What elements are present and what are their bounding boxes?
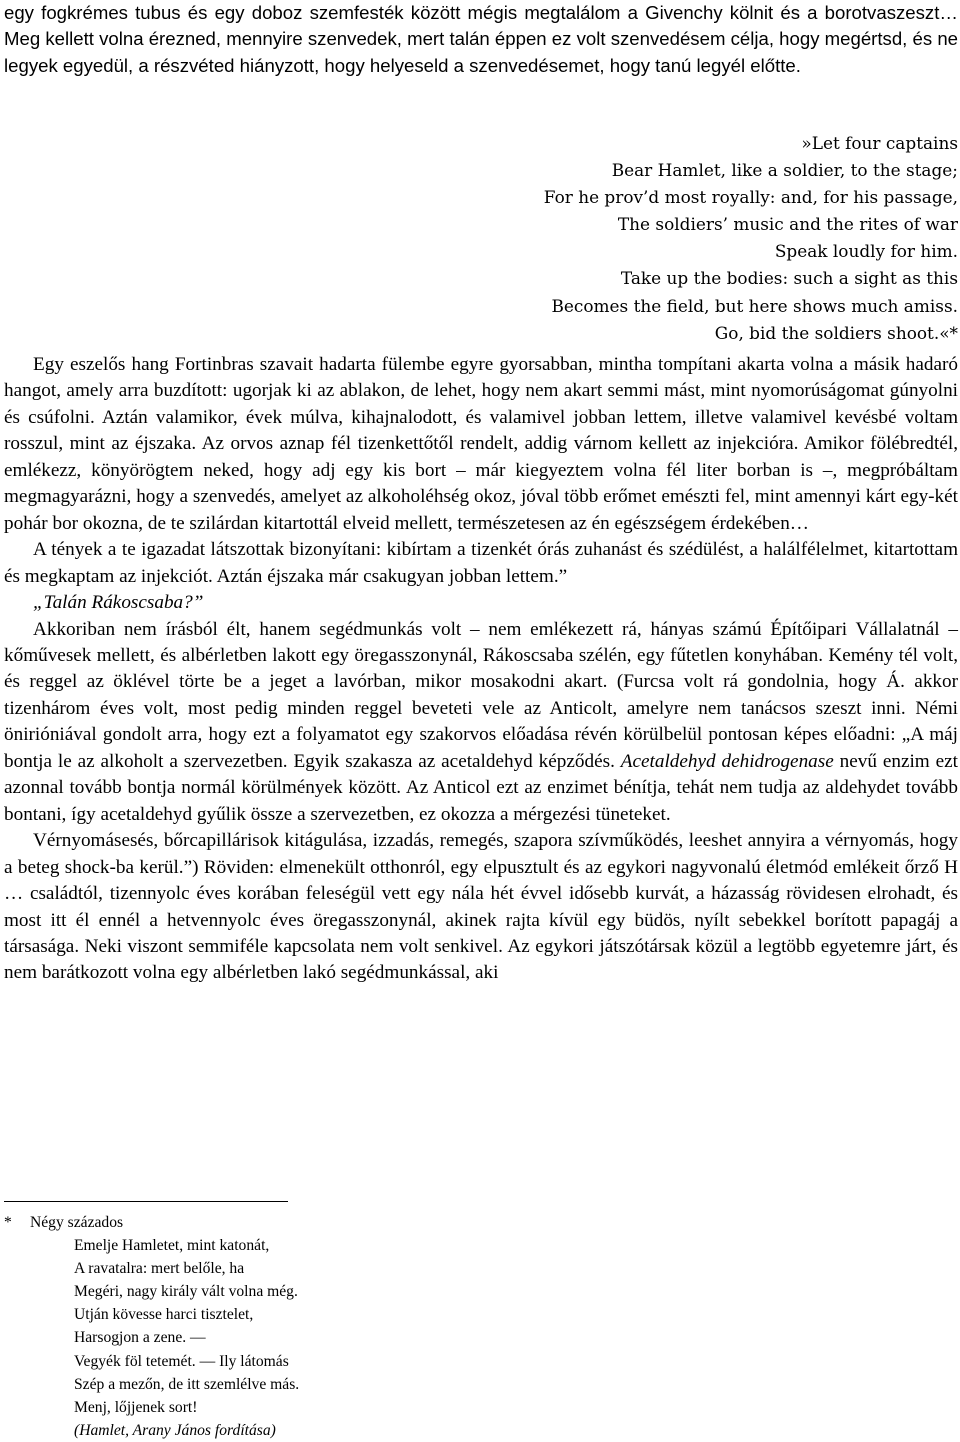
footnote-line: Vegyék föl tetemét. — Ily látomás	[74, 1352, 289, 1370]
footnote-line: A ravatalra: mert belőle, ha	[74, 1260, 245, 1278]
footnote-text: Négy százados	[30, 1214, 124, 1231]
quote-line: The soldiers’ music and the rites of war	[617, 214, 958, 235]
italic-question: „Talán Rákoscsaba?”	[33, 592, 204, 614]
quote-line: Bear Hamlet, like a soldier, to the stage;	[611, 160, 958, 181]
footnote-marker: *	[4, 1214, 12, 1231]
hamlet-quote	[440, 130, 958, 347]
footnote-line: Emelje Hamletet, mint katonát,	[74, 1237, 270, 1255]
quote-line: Go, bid the soldiers shoot.«*	[714, 322, 958, 343]
quote-line: Speak loudly for him.	[774, 241, 958, 262]
footnote-line: Utján kövesse harci tisztelet,	[74, 1306, 254, 1324]
paragraph: Egy eszelős hang Fortinbras szavait hadarta fülembe egyre gyorsabban, mintha tompítani akarta volna a másik hadaró hangot, amely arra buzdított: ugorjak ki az ablakon, de lehet, hogy nem akart semmi mást, mint nyomorúságomat gúnyolni és csúfolni. Aztán valamikor, évek múlva, kihajnalodott, és valamivel jobban lettem, illetve valamivel kevésbé voltam rosszul, mint az éjszaka. Az orvos aznap fél tizenkettőtől rendelt, addig várnom kellett az injekcióra. Amikor fölébredtél, emlékezz, könyörögtem neked, hogy adj egy kis bort – már kiegyeztem volna fél liter borban is –, megpróbáltam megmagyarázni, hogy a szenvedés, amelyet az alkoholéhség okoz, jóval több erőmet emészti fel, mint amennyi kárt egy-két pohár bor okozna, de te szilárdan kitartottál elveid mellett, természetesen az én egészségem érdekében…	[4, 354, 958, 534]
quote-line: »Let four captains	[801, 133, 958, 153]
footnote-source: (Hamlet, Arany János fordítása)	[74, 1421, 276, 1439]
footnote-line	[4, 1211, 604, 1234]
quote-line: Becomes the field, but here shows much amiss.	[551, 295, 958, 316]
paragraph-question	[4, 590, 958, 616]
paragraph	[4, 617, 958, 829]
footnote-line: Szép a mezőn, de itt szemlélve más.	[74, 1375, 300, 1393]
footnote	[4, 1211, 604, 1442]
footnote-line: Menj, lőjjenek sort!	[74, 1398, 198, 1416]
footnote-separator	[4, 1201, 288, 1202]
body-text	[4, 352, 958, 987]
paragraph: Vérnyomásesés, bőrcapillárisok kitágulása, izzadás, remegés, szapora szívműködés, leeshet annyira a vérnyomás, hogy a beteg shock-ba kerül.”) Röviden: elmenekült otthonról, egy elpusztult és az egykori nagyvonalú életmód emlékeit őrző H … családtól, tizennyolc éves korában feleségül vett egy nála hét évvel idősebb kurvát, a házasság rövidesen elrohadt, és most itt él ennél a hetvennyolc éves öregasszonynál, akinek rajta kívül egy büdös, nyílt sebekkel borított papagáj a társasága. Neki viszont semmiféle kapcsolata nem volt senkivel. Az egykori játszótársak közül a legtöbb egyetemre járt, és nem barátkozott volna egy albérletben lakó segédmunkással, aki	[4, 830, 958, 984]
enzyme-name: Acetaldehyd dehidrogenase	[620, 750, 834, 772]
paragraph-part: nevű enzim ezt azonnal tovább bontja normál körülmények között. Az Anticol ezt az enzimet bénítja, tehát nem tudja az aldehydet tovább bontani, így acetaldehyd gyűlik össze a szervezetben, ez okozza a mérgezési tüneteket.	[4, 750, 958, 825]
footnote-line: Harsogjon a zene. —	[74, 1329, 206, 1347]
opening-paragraph: egy fogkrémes tubus és egy doboz szemfesték között mégis megtalálom a Givenchy kölnit és a borotvaszeszt… Meg kellett volna érezned, mennyire szenvedek, mert talán éppen ez volt szenvedésem célja, hogy megértsd, és ne legyek egyedül, a részvéted hiányzott, hogy helyeseld a szenvedésemet, hogy tanú legyél előtte.	[4, 2, 958, 76]
paragraph: A tények a te igazadat látszottak bizonyítani: kibírtam a tizenkét órás zuhanást és szédülést, a halálfélelmet, kitartottam és megkaptam az injekciót. Aztán éjszaka már csakugyan jobban lettem.”	[4, 539, 958, 587]
quote-line: For he prov’d most royally: and, for his passage,	[543, 187, 958, 208]
footnote-line: Megéri, nagy király vált volna még.	[74, 1283, 298, 1301]
paragraph-part: Akkoriban nem írásból élt, hanem segédmunkás volt – nem emlékezett rá, hányas számú Építőipari Vállalatnál – kőművesek mellett, és albérletben lakott egy öregasszonynál, Rákoscsaba szélén, egy fűtetlen konyhában. Kemény tél volt, és reggel az öklével törte be a jeget a lavórban, mikor mosakodni akart. (Furcsa volt rá gondolnia, hogy Á. akkor tizenhárom éves volt, most pedig minden reggel beveteti vele az Anticolt, amelyre nem tanácsos szeszt inni. Némi önirióniával gondolt arra, hogy ezt a folyamatot egy szakorvos előadása révén körülbelül pontosan képes előadni: „A máj bontja le az alkoholt a szervezetben. Egyik szakasza az acetaldehyd képződés.	[4, 618, 958, 772]
quote-line: Take up the bodies: such a sight as this	[620, 268, 958, 289]
